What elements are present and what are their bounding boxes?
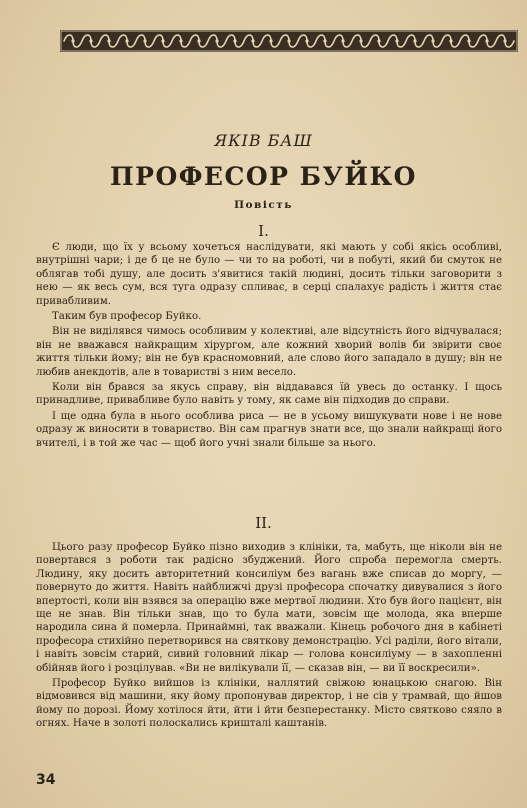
section-1-heading: I. (258, 222, 269, 240)
paragraph: Професор Буйко вийшов із клініки, наллятий свіжою юнацькою снагою. Він відмовився від машини, яку йому пропонував директор, і не сів у трамвай, що йшов йому по дорозі. Йому хотілося йти, йти і йти безперестанку. Місто святково сяяло в огнях. Наче в золоті полоскались кришталі каштанів. (36, 678, 502, 730)
paragraph: Він не виділявся чимось особливим у колективі, але відсутність його відчувалася; він не вважався найкращим хірургом, але кожний хворий волів би звірити своє життя тільки йому; він не був красномовний, але слово його западало в душу; він не любив анекдотів, але в товаристві з ним весело. (36, 326, 502, 378)
paragraph: Є люди, що їх у всьому хочеться наслідувати, які мають у собі якісь особливі, внутрішні чари; і де б це не було — чи то на роботі, чи в побуті, який би смуток не облягав тобі душу, але досить з'явитися такій людині, досить тільки заговорити з нею — як весь сум, вся туга одразу спливає, в серці спалахує радість і життя стає привабливим. (36, 242, 502, 307)
header-ornament (60, 30, 518, 52)
section-2-heading: II. (255, 514, 272, 532)
author-name: ЯКІВ БАШ (214, 131, 313, 150)
paragraph: І ще одна була в нього особлива риса — не в усьому вишукувати нове і не нове одразу ж виносити в товариство. Він сам прагнув знати все, що знали найкращі його вчителі, і в той же час — щоб його учні знали більше за нього. (36, 410, 502, 449)
section-2-text (36, 541, 502, 733)
page-number: 34 (36, 772, 56, 788)
paragraph: Цього разу професор Буйко пізно виходив з клініки, та, мабуть, ще ніколи він не повертався з роботи так радісно збуджений. Його спроба перемогла смерть. Людину, яку досить авторитетний консиліум без вагань вже списав до моргу, — повернуто до життя. Навіть найближчі друзі професора спочатку дивувалися з його впертості, коли він взявся за операцію вже мертвої людини. Хто був його пацієнт, він ще не знав. Він тільки знав, що то була мати, зовсім ще молода, яка вперше народила сина й померла. Принаймні, так вважали. Кінець робочого дня в кабінеті професора стихійно перетворився на святкову демонстрацію. Усі раділи, його вітали, і навіть зовсім старий, сивий головний лікар — голова консиліуму — в захопленні обійняв його і розцілував. «Ви не вилікували її, — сказав він, — ви її воскресили». (36, 542, 502, 674)
paragraph: Коли він брався за якусь справу, він віддавався їй увесь до останку. І щось принадливе, привабливе було навіть у тому, як саме він підходив до справи. (36, 382, 502, 407)
paragraph: Таким був професор Буйко. (52, 311, 202, 323)
section-1-text (36, 241, 502, 452)
story-subtitle: Повість (234, 199, 293, 211)
story-title: ПРОФЕСОР БУЙКО (110, 162, 417, 191)
